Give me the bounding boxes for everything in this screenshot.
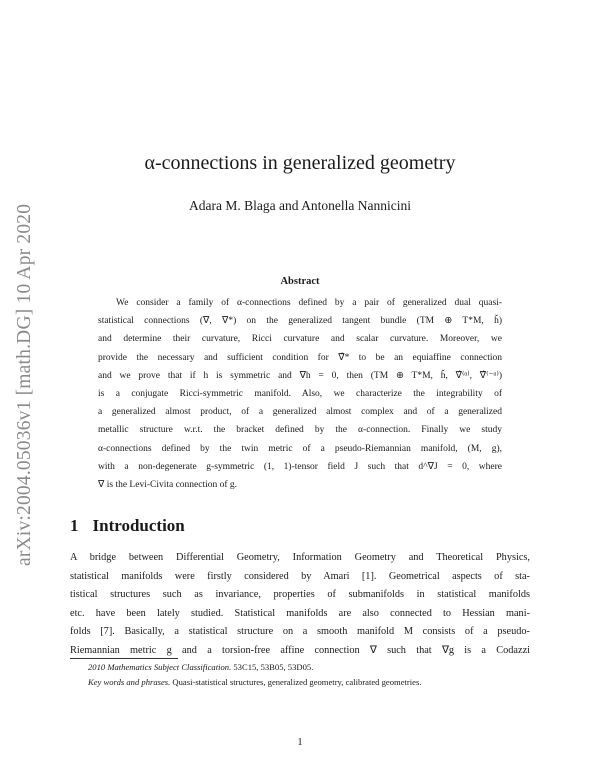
- footnote-msc: [70, 660, 540, 675]
- section-heading: [70, 516, 185, 536]
- abstract-line: provide the necessary and sufficient condition for ∇̂* to be an equiaffine connection: [98, 352, 502, 363]
- abstract-heading: Abstract: [280, 276, 320, 287]
- footnote-keywords-value: Quasi-statistical structures, generalized geometry, calibrated geometries.: [170, 676, 422, 687]
- footnote-msc-label: 2010 Mathematics Subject Classification.: [88, 662, 232, 672]
- abstract-line: and we prove that if h is symmetric and ∇h = 0, then (TM ⊕ T*M, ȟ, ∇̂⁽ᵅ⁾, ∇̂⁽⁻ᵅ⁾): [98, 370, 502, 381]
- abstract-line: and determine their curvature, Ricci curvature and scalar curvature. Moreover, we: [98, 334, 502, 345]
- abstract-line: is a conjugate Ricci-symmetric manifold. Also, we characterize the integrability of: [98, 388, 502, 399]
- abstract-line: α-connections defined by the twin metric of a pseudo-Riemannian manifold, (M, g),: [98, 443, 502, 454]
- abstract-line: ∇ is the Levi-Civita connection of g.: [98, 479, 238, 490]
- body-line: etc. have been lately studied. Statistical manifolds are also connected to Hessian mani-: [70, 607, 530, 619]
- section-title: Introduction: [92, 516, 185, 535]
- body-line: folds [7]. Basically, a statistical structure on a smooth manifold M consists of a pseudo-: [70, 626, 530, 638]
- abstract-body: [98, 294, 502, 494]
- footnote-keywords-label: Key words and phrases.: [88, 676, 171, 687]
- footnotes: [70, 660, 540, 689]
- introduction-body: [70, 549, 530, 661]
- page-number: 1: [297, 737, 303, 748]
- paper-title: α-connections in generalized geometry: [144, 152, 456, 174]
- paper-authors: Adara M. Blaga and Antonella Nannicini: [189, 198, 411, 213]
- body-line: Riemannian metric g and a torsion-free affine connection ∇ such that ∇g is a Codazzi: [70, 644, 530, 656]
- footnote-rule: [70, 658, 178, 659]
- abstract-line: statistical connections (∇, ∇*) on the generalized tangent bundle (TM ⊕ T*M, ȟ): [98, 316, 502, 327]
- footnote-msc-value: 53C15, 53B05, 53D05.: [231, 662, 314, 672]
- arxiv-identifier-stamp: arXiv:2004.05036v1 [math.DG] 10 Apr 2020: [14, 203, 35, 566]
- abstract-line: with a non-degenerate g-symmetric (1, 1)-tensor field J such that d^∇J = 0, where: [98, 461, 502, 472]
- abstract-line: We consider a family of α-connections defined by a pair of generalized dual quasi-: [116, 298, 502, 308]
- body-line: A bridge between Differential Geometry, Information Geometry and Theoretical Physics,: [70, 552, 530, 563]
- body-line: tistical structures such as invariance, properties of submanifolds in statistical manifolds: [70, 589, 530, 601]
- body-line: statistical manifolds were firstly considered by Amari [1]. Geometrical aspects of sta-: [70, 570, 530, 582]
- footnote-keywords: [70, 675, 540, 690]
- abstract-line: metallic structure w.r.t. the bracket defined by the α-connection. Finally we study: [98, 425, 502, 436]
- abstract-line: a generalized almost product, of a generalized almost complex and of a generalized: [98, 407, 502, 418]
- section-number: 1: [70, 516, 79, 535]
